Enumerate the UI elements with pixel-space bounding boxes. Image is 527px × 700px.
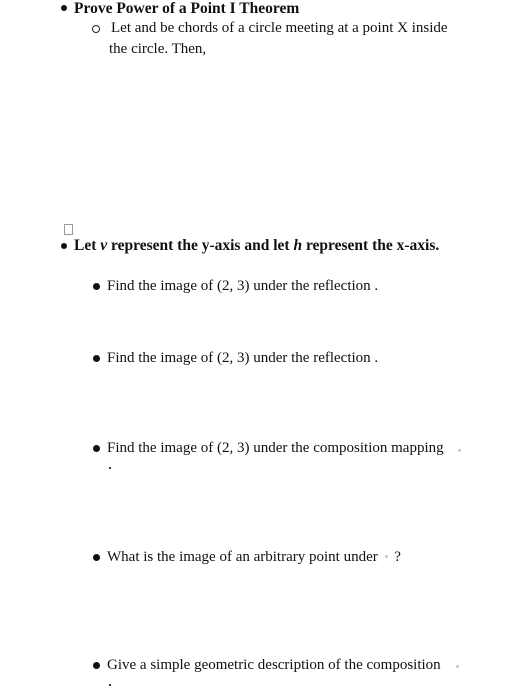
sub-item-line-1: Let and be chords of a circle meeting at a point X inside [111, 20, 448, 36]
variable-v: v [100, 237, 108, 254]
list-item: Find the image of (2, 3) under the reflection . [107, 350, 379, 366]
period-mark [109, 684, 111, 686]
missing-formula-marker [456, 665, 459, 668]
bullet-icon [61, 5, 67, 11]
sub-item-line-2: the circle. Then, [109, 41, 207, 57]
bullet-icon [93, 662, 100, 669]
missing-formula-marker [385, 555, 388, 558]
section-heading: Prove Power of a Point I Theorem [74, 0, 300, 17]
heading-mid: represent the y-axis and let [107, 237, 294, 254]
list-item [107, 547, 401, 568]
bullet-icon [93, 554, 100, 561]
list-item-suffix: ? [394, 549, 401, 565]
variable-h: h [293, 237, 303, 254]
list-item: Find the image of (2, 3) under the composition mapping [107, 440, 444, 456]
section-heading [74, 235, 439, 256]
list-item: Find the image of (2, 3) under the reflection . [107, 278, 379, 294]
heading-prefix: Let [74, 237, 101, 254]
list-item: Give a simple geometric description of the composition [107, 657, 441, 673]
missing-formula-marker [458, 449, 461, 452]
bullet-icon [61, 243, 67, 249]
heading-suffix: represent the x-axis. [302, 237, 440, 254]
broken-image-icon [64, 224, 73, 235]
bullet-icon [93, 355, 100, 362]
list-item-text: What is the image of an arbitrary point under [107, 549, 378, 565]
sub-bullet-icon [92, 25, 100, 33]
bullet-icon [93, 283, 100, 290]
bullet-icon [93, 445, 100, 452]
period-mark [109, 467, 111, 469]
